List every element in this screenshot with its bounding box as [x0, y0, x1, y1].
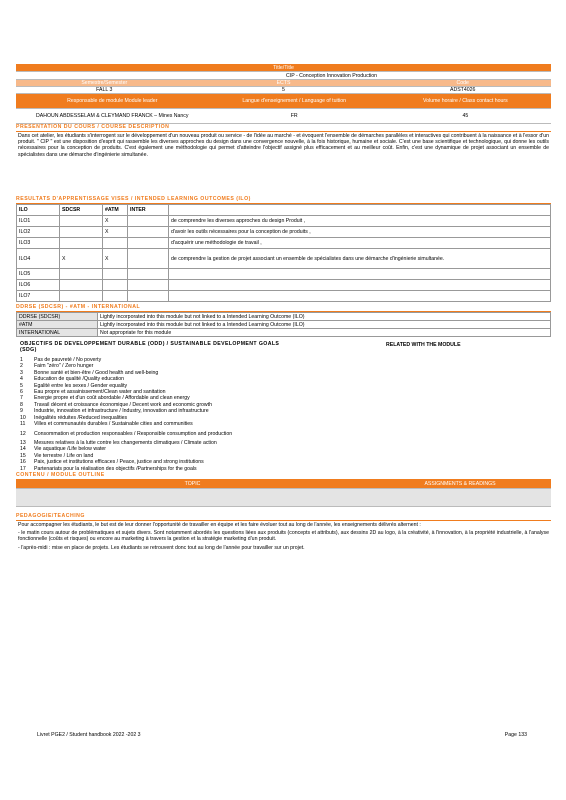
code-value: ADST4026 — [450, 87, 476, 93]
course-sheet — [16, 64, 551, 552]
ects-value: 5 — [282, 87, 285, 93]
table-row — [17, 280, 551, 291]
table-row — [17, 227, 551, 238]
semester-header-row — [16, 80, 551, 87]
list-item: 6 Eau propre et assainissement/Clean water and sanitation — [20, 388, 166, 395]
semester-label: Semestre/Semester — [16, 80, 193, 86]
table-row — [17, 313, 551, 321]
ilo-heading: RESULTATS D'APPRENTISSAGE VISES / INTENDED LEARNING OUTCOMES (ILO) — [16, 196, 551, 204]
ilo-id: ILO1 — [17, 216, 60, 227]
ilo-atm: X — [103, 216, 128, 227]
ilo-id: ILO7 — [17, 291, 60, 302]
ilo-atm: X — [103, 249, 128, 269]
list-item: 13 Mesures relatives à la lutte contre les changements climatiques / Climate action — [20, 440, 217, 447]
course-title-row — [16, 72, 551, 80]
ilo-id: ILO5 — [17, 269, 60, 280]
sdcsr-row-label: INTERNATIONAL — [17, 329, 98, 337]
list-item: 7 Energie propre et d'un coût abordable / Affordable and clean energy — [20, 395, 190, 402]
title-header-row — [16, 64, 551, 72]
ilo-inter — [128, 238, 169, 249]
ilo-id: ILO6 — [17, 280, 60, 291]
ilo-sdcsr — [60, 238, 103, 249]
list-item: 15 Vie terrestre / Life on land — [20, 452, 94, 459]
list-item: 14 Vie aquatique /Life below water — [20, 446, 107, 453]
list-item: 5 Egalité entre les sexes / Gender equality — [20, 382, 128, 389]
responsible-header-row — [16, 94, 551, 109]
list-item: 4 Education de qualité /Quality education — [20, 376, 124, 383]
list-item: 1 Pas de pauvreté / No poverty — [20, 357, 102, 363]
sdcsr-row-text: Not appropriate for this module — [98, 329, 551, 337]
ilo-sdcsr — [60, 227, 103, 238]
presentation-heading: PRESENTATION DU COURS / COURSE DESCRIPTION — [16, 124, 551, 132]
list-item: 12 Consommation et production responsables / Responsible consumption and production — [20, 430, 233, 437]
course-title: CIP - Conception Innovation Production — [286, 72, 378, 79]
table-row — [17, 238, 551, 249]
presentation-text: Dans cet atelier, les étudiants s'interrogent sur le développement d'un nouveau produit ou service - de l'idée au marché - et évoquent l'ensemble de démarches parallèles et interactives qui contribuent à la naissance et à l'essor d'un produit. " CIP " est une disposition d'esprit qui rassemble les diverses approches du design dans une convergence nouvelle, à la fois historique, humaine et sociale. C'est une base scientifique et technologique, qui donne les outils nécessaires pour la conception de produits. C'est également une méthodologie qui permet d'atteindre l'objectif assigné plus efficacement et au meilleur coût. Enfin, c'est une dynamique de projet associant un ensemble de spécialistes dans une démarche d'ingénierie simultanée. — [18, 133, 549, 158]
ilo-atm — [103, 238, 128, 249]
footer-page-number: Page 133 — [504, 732, 527, 738]
table-row — [17, 249, 551, 269]
volume-value: 45 — [462, 113, 469, 119]
ilo-text: de comprendre la gestion de projet associant un ensemble de spécialistes dans une démarche d'ingénierie simultanée. — [169, 249, 551, 269]
ilo-table — [16, 204, 551, 302]
list-item: 8 Travail décent et croissance économique / Decent work and economic growth — [20, 401, 213, 408]
responsible-label: Responsable de module Module leader — [16, 94, 209, 108]
semester-value-row — [16, 87, 551, 94]
table-row — [17, 216, 551, 227]
title-label: Title/Title — [16, 64, 551, 71]
ilo-text: d'acquérir une méthodologie de travail , — [169, 238, 551, 249]
sdcsr-row-label: DDRSE (SDCSR) — [17, 313, 98, 321]
ilo-inter — [128, 216, 169, 227]
code-label: Code — [374, 80, 551, 86]
language-label: Langue d'enseignement / Language of tuition — [209, 94, 380, 108]
volume-label: Volume horaire / Class contact hours — [380, 94, 551, 108]
content-header-row — [16, 480, 551, 489]
sdcsr-row-text: Lightly incorporated into this module but not linked to a Intended Learning Outcome (ILO) — [98, 321, 551, 329]
ilo-text-header — [169, 205, 551, 216]
pedagogy-bullet-1: - le matin cours autour de problématiques et sujets divers. Sont notamment abordés les questions liées aux produits (concepts et attributs), aux dessins 2D au logo, à la créativité, à l'innovation, à la propriété industrielle, à l'analyse fonctionnelle (coûts et risques) ou encore au marketing à travers la gestion et la stratégie marketing d'un produit. — [18, 530, 549, 543]
content-body-row — [16, 489, 551, 507]
ilo-inter — [128, 249, 169, 269]
sdcsr-table — [16, 312, 551, 337]
list-item: 10 Inégalités réduites /Reduced inequalities — [20, 414, 128, 421]
ilo-id: ILO3 — [17, 238, 60, 249]
ilo-sdcsr — [60, 216, 103, 227]
list-item: 2 Faim "zéro" / Zero hunger — [20, 363, 94, 370]
list-item: 3 Bonne santé et bien-être / Good health and well-being — [20, 369, 159, 376]
table-row — [17, 291, 551, 302]
semester-value: FALL 3 — [96, 87, 113, 93]
list-item: 11 Villes et communautés durables / Sustainable cities and communities — [20, 420, 193, 427]
ilo-text: d'avoir les outils nécessaires pour la conception de produits , — [169, 227, 551, 238]
list-item: 17 Partenariats pour la réalisation des objectifs /Partnerships for the goals — [20, 465, 197, 472]
sdcsr-row-label: #ATM — [17, 321, 98, 329]
language-value: FR — [290, 113, 298, 119]
table-row — [17, 321, 551, 329]
page-footer — [37, 732, 527, 738]
sdg-header — [16, 341, 551, 357]
list-item: 9 Industrie, innovation et infrastructure / Industry, innovation and infrastructure — [20, 408, 209, 415]
table-row — [17, 269, 551, 280]
table-row — [17, 329, 551, 337]
footer-handbook: Livret PGE2 / Student handbook 2022 -202 3 — [37, 732, 141, 738]
ilo-text: de comprendre les diverses approches du design Produit , — [169, 216, 551, 227]
list-item: 16 Paix, justice et institutions efficaces / Peace, justice and strong institutions — [20, 459, 204, 466]
ilo-id: ILO4 — [17, 249, 60, 269]
ilo-atm: X — [103, 227, 128, 238]
ilo-sdcsr: X — [60, 249, 103, 269]
ects-label: ECTS — [193, 80, 375, 86]
sdg-related-label: RELATED WITH THE MODULE — [386, 342, 461, 348]
sdg-heading: OBJECTIFS DE DEVELOPPEMENT DURABLE (ODD) / SUSTAINABLE DEVELOPMENT GOALS (SDG) — [20, 341, 280, 354]
ilo-inter — [128, 227, 169, 238]
ilo-col-header: ILO — [17, 205, 60, 216]
pedagogy-heading: PEDAGOGIE/TEACHING — [16, 513, 551, 521]
sdcsr-col-header: SDCSR — [60, 205, 103, 216]
atm-col-header: #ATM — [103, 205, 128, 216]
sdcsr-heading: DDRSE (SDCSR) - #ATM - INTERNATIONAL — [16, 304, 551, 312]
assignments-label: ASSIGNMENTS & READINGS — [369, 480, 551, 488]
sdg-list — [16, 357, 551, 472]
pedagogy-intro: Pour accompagner les étudiants, le but est de leur donner l'opportunité de travailler en équipe et les faire évoluer tout au long de l'année, les enseignements délivrés alternent : — [18, 522, 421, 529]
topic-label: TOPIC — [16, 480, 369, 488]
inter-col-header: INTER — [128, 205, 169, 216]
responsible-value: DAHOUN ABDESSELAM & CLEYMAND FRANCK – Mines Nancy — [36, 112, 189, 119]
pedagogy-bullet-2: - l'après-midi : mise en place de projets. Les étudiants se retrouvent donc tout au long de l'année pour travailler sur un projet. — [18, 544, 305, 551]
ilo-id: ILO2 — [17, 227, 60, 238]
responsible-value-row — [16, 109, 551, 124]
sdcsr-row-text: Lightly incorporated into this module but not linked to a Intended Learning Outcome (ILO) — [98, 313, 551, 321]
content-heading: CONTENU / MODULE OUTLINE — [16, 472, 551, 480]
ilo-header-row — [17, 205, 551, 216]
